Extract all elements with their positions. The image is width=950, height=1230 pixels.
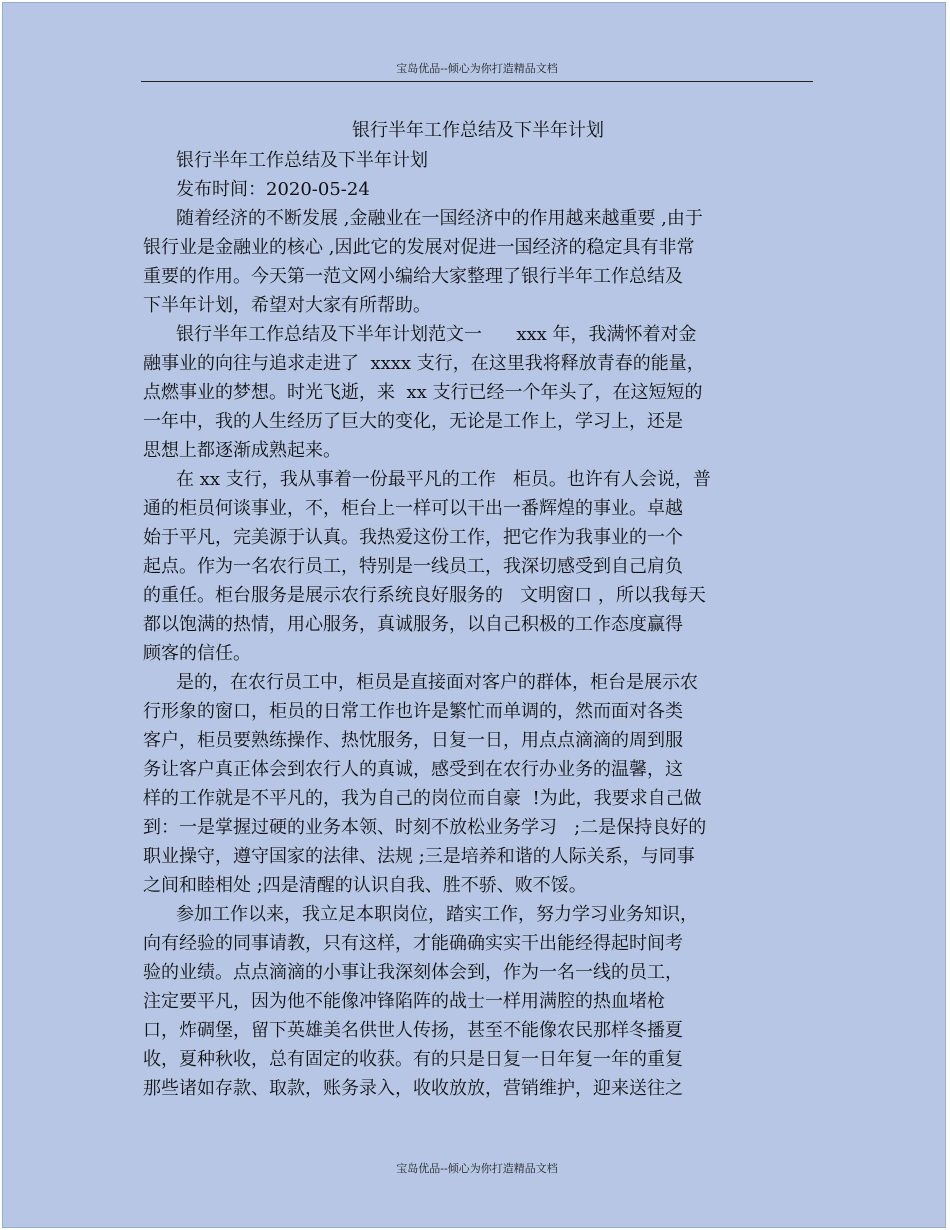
- text-line: 收，夏种秋收，总有固定的收获。有的只是日复一日年复一年的重复: [143, 1049, 683, 1070]
- text-line: 口，炸碉堡，留下英雄美名供世人传扬，甚至不能像农民那样冬播夏: [143, 1020, 683, 1041]
- text-line: 在 xx 支行，我从事着一份最平凡的工作 柜员。也许有人会说，普: [176, 469, 711, 490]
- text-line: 样的工作就是不平凡的，我为自己的岗位而自豪 !为此，我要求自己做: [143, 788, 702, 809]
- page-header: 宝岛优品--倾心为你打造精品文档: [141, 61, 813, 82]
- text-line: 向有经验的同事请教，只有这样，才能确确实实干出能经得起时间考: [143, 933, 683, 954]
- publish-date-line: 发布时间：2020-05-24: [176, 179, 370, 200]
- document-title: 银行半年工作总结及下半年计划: [352, 120, 604, 141]
- text-line: 客户，柜员要熟练操作、热忱服务，日复一日，用点点滴滴的周到服: [143, 730, 683, 751]
- text-line: 银行业是金融业的核心 ,因此它的发展对促进一国经济的稳定具有非常: [143, 237, 695, 258]
- text-line: 重要的作用。今天第一范文网小编给大家整理了银行半年工作总结及: [143, 266, 683, 287]
- text-line: 参加工作以来，我立足本职岗位，踏实工作，努力学习业务知识，: [176, 904, 698, 925]
- text-line: 随着经济的不断发展 ,金融业在一国经济中的作用越来越重要 ,由于: [176, 208, 703, 229]
- text-line: 行形象的窗口，柜员的日常工作也许是繁忙而单调的，然而面对各类: [143, 701, 683, 722]
- text-line: 之间和睦相处 ;四是清醒的认识自我、胜不骄、败不馁。: [143, 875, 587, 896]
- text-line: 始于平凡，完美源于认真。我热爱这份工作，把它作为我事业的一个: [143, 527, 683, 548]
- text-line: 起点。作为一名农行员工，特别是一线员工，我深切感受到自己肩负: [143, 556, 683, 577]
- text-line: 点燃事业的梦想。时光飞逝，来 xx 支行已经一个年头了，在这短短的: [143, 382, 703, 403]
- text-line: 都以饱满的热情，用心服务，真诚服务，以自己积极的工作态度赢得: [143, 614, 683, 635]
- text-line: 验的业绩。点点滴滴的小事让我深刻体会到，作为一名一线的员工，: [143, 962, 683, 983]
- text-line: 融事业的向往与追求走进了 xxxx 支行，在这里我将释放青春的能量，: [143, 353, 705, 374]
- text-line: 那些诸如存款、取款，账务录入，收收放放，营销维护，迎来送往之: [143, 1078, 683, 1099]
- text-line: 到：一是掌握过硬的业务本领、时刻不放松业务学习 ;二是保持良好的: [143, 817, 707, 838]
- text-line: 职业操守，遵守国家的法律、法规 ;三是培养和谐的人际关系，与同事: [143, 846, 695, 867]
- document-body: [143, 116, 803, 1103]
- text-line: 一年中，我的人生经历了巨大的变化，无论是工作上，学习上，还是: [143, 411, 683, 432]
- text-line: 银行半年工作总结及下半年计划范文一 xxx 年，我满怀着对金: [176, 324, 697, 345]
- text-line: 顾客的信任。: [143, 643, 251, 664]
- text-line: 的重任。柜台服务是展示农行系统良好服务的 文明窗口 ，所以我每天: [143, 585, 706, 606]
- text-line: 注定要平凡，因为他不能像冲锋陷阵的战士一样用满腔的热血堵枪: [143, 991, 665, 1012]
- text-line: 下半年计划，希望对大家有所帮助。: [143, 295, 431, 316]
- page-footer: 宝岛优品--倾心为你打造精品文档: [396, 1162, 558, 1175]
- text-line: 是的，在农行员工中，柜员是直接面对客户的群体，柜台是展示农: [176, 672, 698, 693]
- text-line: 务让客户真正体会到农行人的真诚，感受到在农行办业务的温馨，这: [143, 759, 683, 780]
- text-line: 银行半年工作总结及下半年计划: [176, 150, 428, 171]
- document-page: [2, 2, 946, 1228]
- text-line: 思想上都逐渐成熟起来。: [143, 440, 341, 461]
- text-line: 通的柜员何谈事业，不，柜台上一样可以干出一番辉煌的事业。卓越: [143, 498, 683, 519]
